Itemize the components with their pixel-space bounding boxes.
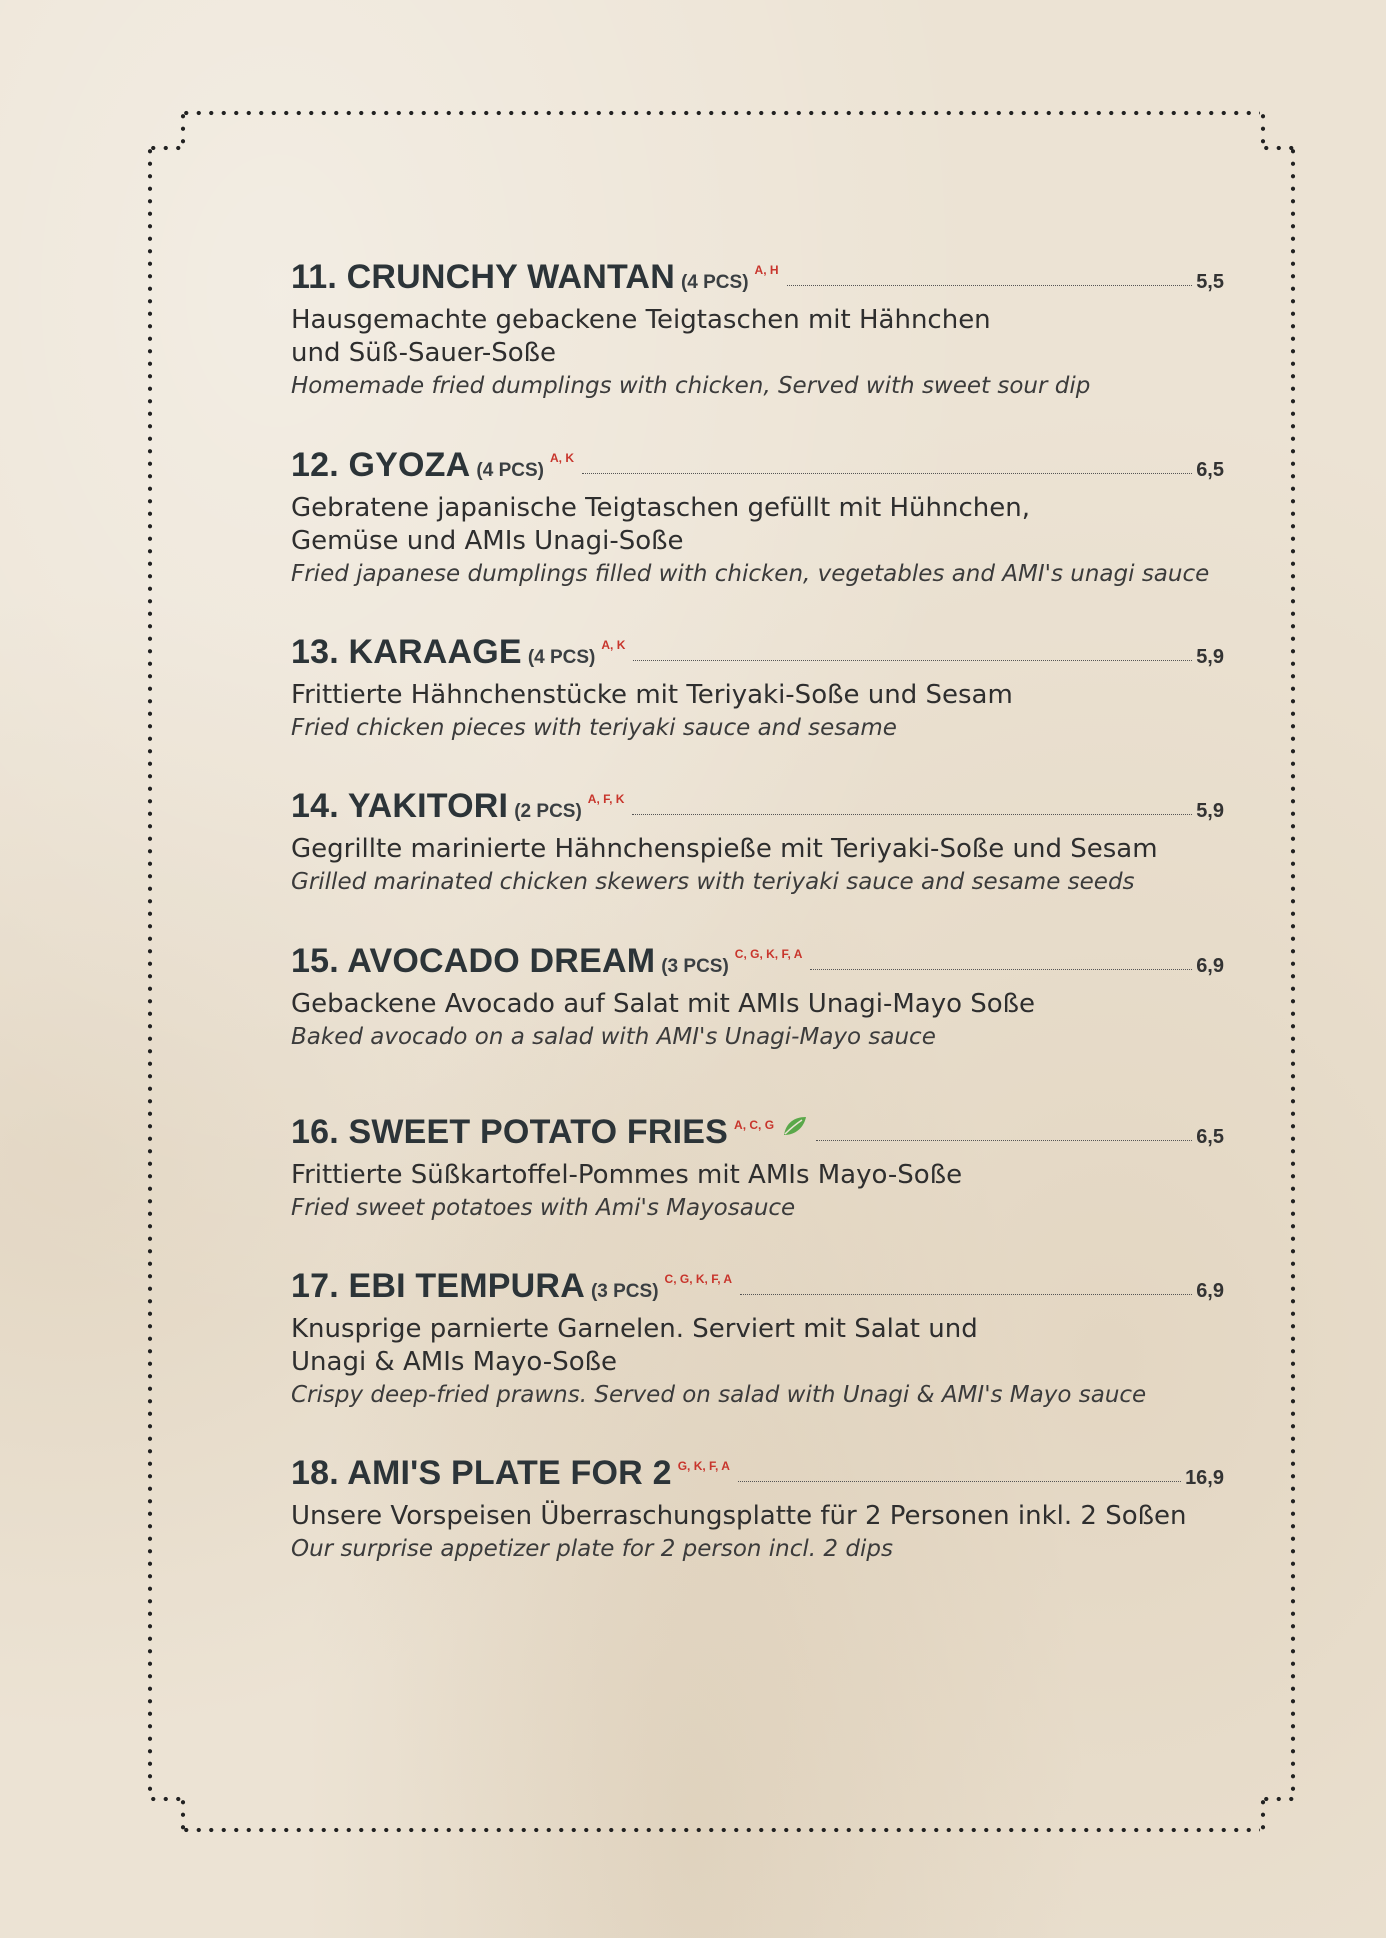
dotted-border-bottom [180,1827,1260,1833]
menu-item-description-english: Grilled marinated chicken skewers with teriyaki sauce and sesame seeds [291,869,1135,895]
menu-item-description-english: Fried japanese dumplings filled with chicken, vegetables and AMI's unagi sauce [291,561,1210,587]
dotted-corner [147,1796,183,1802]
price-leader-dots [816,1140,1192,1141]
menu-item-name: 12. GYOZA [291,446,471,484]
dotted-corner [147,145,183,151]
menu-item-pieces: (4 PCS) [680,272,749,293]
menu-item-description-german [291,833,1224,866]
menu-item-allergens: C, G, K, F, A [664,1272,733,1286]
menu-item [291,1113,1224,1225]
menu-item-description-german [291,1159,1224,1192]
menu-item-description-german [291,304,1224,370]
menu-item-description-german [291,1500,1224,1533]
menu-item-allergens: A, C, G [734,1118,775,1132]
leaf-icon [782,1115,808,1141]
menu-item-title-line [291,942,1224,986]
desc-line: Unsere Vorspeisen Überraschungsplatte für 2 Personen inkl. 2 Soßen [291,1501,1187,1531]
menu-item-name: 17. EBI TEMPURA [291,1267,585,1305]
menu-item-description-english: Our surprise appetizer plate for 2 person incl. 2 dips [291,1536,893,1562]
price-leader-dots [633,660,1192,661]
menu-item-price: 6,9 [1196,1280,1224,1302]
menu-item-title-line [291,633,1224,677]
dotted-corner [1260,110,1266,146]
menu-item-price: 5,5 [1196,271,1224,293]
menu-item-price: 5,9 [1196,646,1224,668]
menu-item-description-german [291,988,1224,1021]
menu-item-name: 15. AVOCADO DREAM [291,942,656,980]
menu-item [291,787,1224,899]
menu-item-name: 18. AMI'S PLATE FOR 2 [291,1454,672,1492]
menu-item-title-line [291,1454,1224,1498]
dotted-corner [180,110,186,146]
menu-item-title-line [291,1267,1224,1311]
price-leader-dots [810,969,1192,970]
menu-item-price: 6,5 [1196,459,1224,481]
dotted-border-right [1290,145,1296,1795]
desc-line: Knusprige parnierte Garnelen. Serviert mit Salat und Unagi & AMIs Mayo-Soße [291,1314,978,1377]
menu-item [291,1267,1224,1412]
menu-item-price: 5,9 [1196,800,1224,822]
desc-line: Gegrillte marinierte Hähnchenspieße mit Teriyaki-Soße und Sesam [291,834,1158,864]
menu-item-description-english: Baked avocado on a salad with AMI's Unagi-Mayo sauce [291,1024,936,1050]
menu-item-name: 13. KARAAGE [291,633,522,671]
dotted-corner [180,1796,186,1832]
menu-item-pieces: (2 PCS) [514,801,582,822]
menu-item-description-english: Crispy deep-fried prawns. Served on salad with Unagi & AMI's Mayo sauce [291,1382,1147,1408]
dotted-corner [1260,1796,1266,1832]
menu-item-title-line [291,446,1224,490]
menu-item [291,446,1224,591]
price-leader-dots [632,814,1192,815]
menu-item-allergens: A, K [601,638,626,652]
menu-item-pieces: (4 PCS) [527,647,596,668]
price-leader-dots [787,285,1193,286]
desc-line: Gebratene japanische Teigtaschen gefüllt mit Hühnchen, Gemüse und AMIs Unagi-Soße [291,493,1030,556]
desc-line: Frittierte Hähnchenstücke mit Teriyaki-Soße und Sesam [291,680,1013,710]
menu-item [291,942,1224,1054]
menu-item-allergens: A, H [754,263,779,277]
menu-item-description-german [291,492,1224,558]
price-leader-dots [582,473,1192,474]
menu-item-price: 6,9 [1196,955,1224,977]
menu-item-price: 16,9 [1185,1467,1224,1489]
menu-item-pieces: (3 PCS) [661,956,729,977]
dotted-border-top [180,110,1260,116]
menu-item-allergens: C, G, K, F, A [734,947,803,961]
desc-line: Hausgemachte gebackene Teigtaschen mit Hähnchen und Süß-Sauer-Soße [291,305,991,368]
dotted-border-left [147,145,153,1795]
menu-item-allergens: A, F, K [587,792,625,806]
desc-line: Frittierte Süßkartoffel-Pommes mit AMIs Mayo-Soße [291,1160,963,1190]
menu-item-description-german [291,679,1224,712]
price-leader-dots [738,1481,1181,1482]
menu-item-description-english: Homemade fried dumplings with chicken, Served with sweet sour dip [291,373,1091,399]
menu-item-name: 11. CRUNCHY WANTAN [291,258,675,296]
menu-item-description-english: Fried chicken pieces with teriyaki sauce and sesame [291,715,897,741]
desc-line: Gebackene Avocado auf Salat mit AMIs Unagi-Mayo Soße [291,989,1036,1019]
menu-item [291,258,1224,403]
menu-item-allergens: G, K, F, A [677,1459,730,1473]
menu-item-price: 6,5 [1196,1126,1224,1148]
menu-item-name: 14. YAKITORI [291,787,509,825]
menu-item-title-line [291,1113,1224,1157]
menu-item [291,633,1224,745]
menu-item-name: 16. SWEET POTATO FRIES [291,1113,729,1151]
menu-item-allergens: A, K [549,451,574,465]
menu-item-pieces: (3 PCS) [590,1281,659,1302]
menu-item-description-english: Fried sweet potatoes with Ami's Mayosauce [291,1195,796,1221]
price-leader-dots [740,1294,1192,1295]
menu-item-title-line [291,258,1224,302]
menu-item-description-german [291,1313,1224,1379]
menu-item-title-line [291,787,1224,831]
menu-item-pieces: (4 PCS) [476,460,544,481]
menu-item [291,1454,1224,1566]
